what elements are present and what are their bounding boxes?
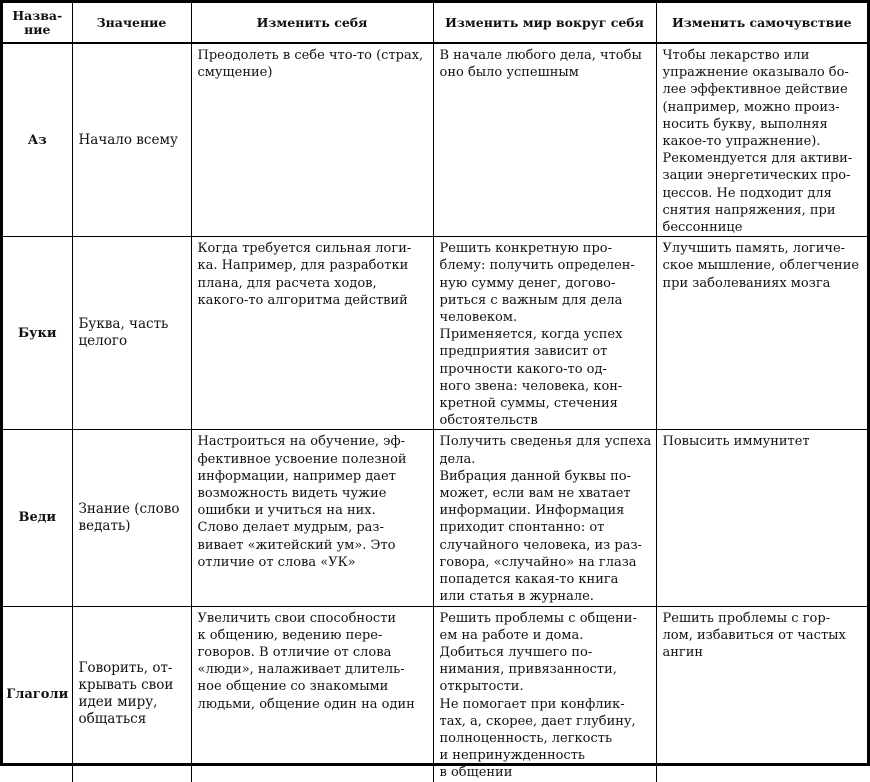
cell-text-line: обстоятельств [439, 413, 538, 429]
header-change-world: Изменить мир вокруг себя [433, 3, 656, 43]
cell-text-line: риться с важным для дела [439, 292, 623, 308]
cell-change-world [433, 43, 656, 237]
cell-text-line: какого-то алгоритма действий [197, 292, 408, 308]
cell-meaning: Начало всему [72, 43, 191, 237]
cell-text-line: ское мышление, облегчение [662, 258, 860, 274]
cell-name: Буки [3, 237, 72, 430]
table-row [3, 43, 867, 237]
cell-text-line: В начале любого дела, чтобы [439, 48, 642, 63]
cell-text-line: тах, а, скорее, дает глубину, [439, 713, 636, 729]
cell-text-line: носить букву, выполняя [662, 116, 828, 132]
cell-text-line: ного звена: человека, кон- [439, 378, 623, 394]
cell-change-world [433, 606, 656, 782]
cell-text-line: Решить конкретную про- [439, 241, 613, 257]
cell-text-line: ка. Например, для разработки [197, 258, 409, 274]
cell-change-wellbeing [656, 43, 867, 237]
cell-text-line: попадется какая-то книга [439, 572, 619, 588]
cell-text-line: Получить сведенья для успеха [439, 434, 652, 450]
cell-text-line: Не помогает при конфлик- [439, 696, 625, 712]
cell-text-line: прочности какого-то од- [439, 361, 607, 377]
header-name-line2: ние [24, 21, 51, 37]
cell-text-line: возможность видеть чужие [197, 486, 387, 502]
cell-text-line: говоров. В отличие от слова [197, 644, 392, 660]
cell-text-line: человеком. [439, 310, 518, 326]
cell-text-line: Слово делает мудрым, раз- [197, 520, 384, 536]
cell-change-self [191, 430, 433, 606]
cell-text-line: людьми, общение один на один [197, 696, 415, 712]
cell-text-line: цессов. Не подходит для [662, 185, 832, 201]
header-meaning: Значение [72, 3, 191, 43]
cell-text-line: фективное усвоение полезной [197, 451, 407, 467]
cell-text-line: оно было успешным [439, 65, 579, 81]
cell-change-wellbeing [656, 606, 867, 782]
header-name [3, 3, 72, 43]
cell-text-line: Увеличить свои способности [197, 610, 397, 626]
cell-text-line: «люди», налаживает длитель- [197, 662, 405, 678]
letters-table [3, 3, 867, 782]
cell-text-line: лом, избавиться от частых [662, 627, 846, 643]
cell-meaning: Знание (слово ведать) [72, 430, 191, 606]
cell-text-line: ошибки и учиться на них. [197, 503, 376, 519]
cell-text-line: при заболеваниях мозга [662, 275, 831, 291]
cell-text-line: Вибрация данной буквы по- [439, 468, 631, 484]
cell-change-self [191, 43, 433, 237]
cell-name: Глаголи [3, 606, 72, 782]
cell-text-line: или статья в журнале. [439, 589, 594, 605]
cell-text-line: Настроиться на обучение, эф- [197, 434, 406, 450]
cell-text-line: к общению, ведению пере- [197, 627, 383, 643]
table-row [3, 606, 867, 782]
cell-text-line: упражнение оказывало бо- [662, 65, 849, 81]
cell-text-line: ангин [662, 644, 704, 660]
cell-text-line: Преодолеть в себе что-то (страх, [197, 48, 424, 63]
cell-text-line: Чтобы лекарство или [662, 48, 810, 63]
header-name-line1: Назва- [12, 7, 63, 23]
cell-text-line: Рекомендуется для активи- [662, 151, 853, 167]
cell-name: Аз [3, 43, 72, 237]
cell-text-line: полноценность, легкость [439, 730, 613, 746]
cell-text-line: Решить проблемы с гор- [662, 610, 831, 626]
cell-meaning [72, 606, 191, 782]
cell-change-self [191, 606, 433, 782]
cell-text-line: нимания, привязанности, [439, 662, 617, 678]
cell-text-line: блему: получить определен- [439, 258, 635, 274]
cell-text-line: информации. Информация [439, 503, 625, 519]
cell-text-line: открытости. [439, 679, 524, 695]
cell-text-line: зации энергетических про- [662, 168, 851, 184]
cell-change-world [433, 237, 656, 430]
cell-text-line: говора, «случайно» на глаза [439, 554, 637, 570]
cell-text-line: Добиться лучшего по- [439, 644, 593, 660]
header-change-self: Изменить себя [191, 3, 433, 43]
cell-text-line: лее эффективное действие [662, 82, 848, 98]
cell-text-line: вивает «житейский ум». Это [197, 537, 396, 553]
cell-change-world [433, 430, 656, 606]
cell-text-line: ем на работе и дома. [439, 627, 584, 643]
cell-text-line: дела. [439, 451, 476, 467]
cell-text-line: приходит спонтанно: от [439, 520, 605, 536]
cell-text-line: (например, можно произ- [662, 99, 840, 115]
cell-text-line: Применяется, когда успех [439, 327, 623, 343]
cell-text-line: может, если вам не хватает [439, 486, 631, 502]
cell-text-line: смущение) [197, 65, 273, 81]
cell-text-line: ное общение со знакомыми [197, 679, 389, 695]
cell-text-line: Решить проблемы с общени- [439, 610, 637, 626]
cell-name: Веди [3, 430, 72, 606]
cell-text-line: идеи миру, [78, 694, 158, 711]
cell-text-line: Говорить, от- [78, 660, 173, 677]
cell-change-wellbeing [656, 430, 867, 606]
cell-text-line: отличие от слова «УК» [197, 554, 356, 570]
cell-text-line: Когда требуется сильная логи- [197, 241, 412, 257]
cell-text-line: информации, например дает [197, 468, 396, 484]
cell-text-line: Повысить иммунитет [662, 434, 810, 450]
table-header-row [3, 3, 867, 43]
cell-text-line: какое-то упражнение). [662, 134, 821, 150]
cell-text-line: общаться [78, 711, 147, 728]
cell-text-line: снятия напряжения, при [662, 202, 836, 218]
cell-text-line: плана, для расчета ходов, [197, 275, 377, 291]
cell-change-self [191, 237, 433, 430]
cell-text-line: предприятия зависит от [439, 344, 608, 360]
cell-text-line: кретной суммы, стечения [439, 396, 618, 412]
table-row [3, 237, 867, 430]
header-change-wellbeing: Изменить самочувствие [656, 3, 867, 43]
cell-text-line: в общении [439, 765, 513, 781]
cell-text-line: и непринужденность [439, 748, 585, 764]
cell-text-line: бессоннице [662, 220, 743, 236]
cell-text-line: случайного человека, из раз- [439, 537, 642, 553]
cell-meaning: Буква, часть целого [72, 237, 191, 430]
cell-text-line: крывать свои [78, 677, 174, 694]
cell-text-line: Улучшить память, логиче- [662, 241, 846, 257]
cell-text-line: ную сумму денег, догово- [439, 275, 616, 291]
cell-change-wellbeing [656, 237, 867, 430]
table-row [3, 430, 867, 606]
